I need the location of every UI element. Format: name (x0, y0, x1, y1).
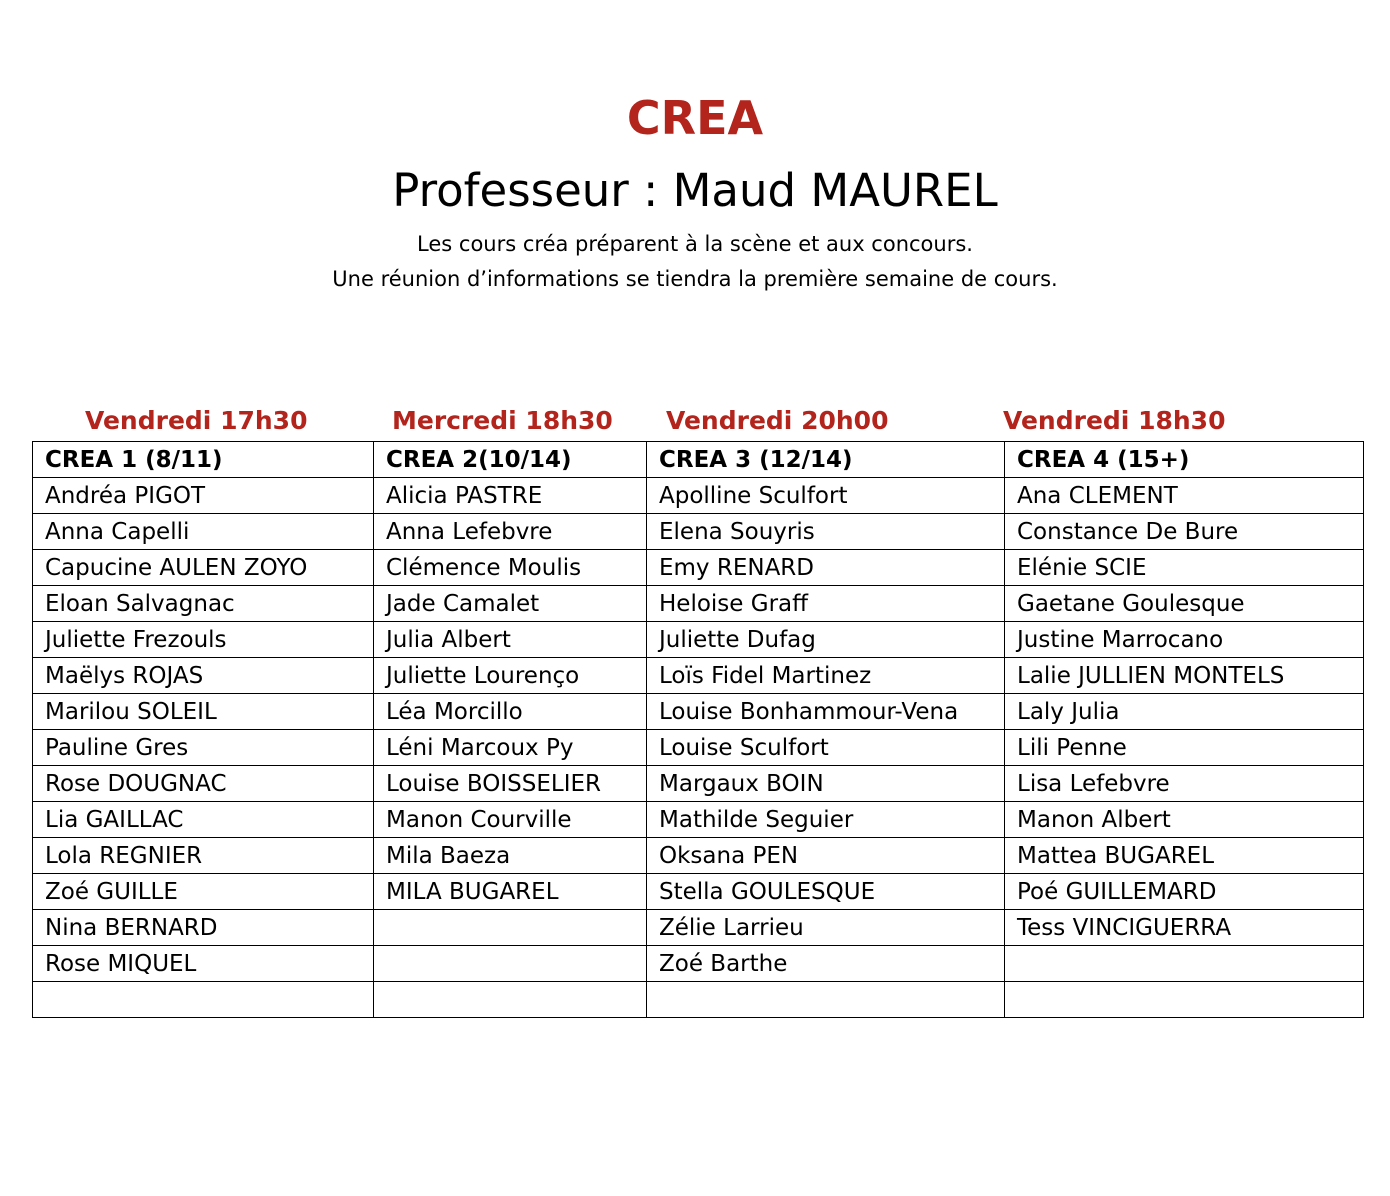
student-cell: Léa Morcillo (374, 694, 647, 730)
student-cell: Zoé Barthe (647, 946, 1005, 982)
student-cell (374, 982, 647, 1018)
student-cell: Clémence Moulis (374, 550, 647, 586)
student-cell: Loïs Fidel Martinez (647, 658, 1005, 694)
table-row (33, 622, 1364, 658)
student-cell (1005, 946, 1364, 982)
student-cell: Elena Souyris (647, 514, 1005, 550)
student-cell (1005, 982, 1364, 1018)
student-cell: Andréa PIGOT (33, 478, 374, 514)
student-cell: Apolline Sculfort (647, 478, 1005, 514)
student-cell: Julia Albert (374, 622, 647, 658)
roster-table (32, 441, 1364, 1018)
student-cell: Rose DOUGNAC (33, 766, 374, 802)
student-cell: Manon Courville (374, 802, 647, 838)
student-cell: Lili Penne (1005, 730, 1364, 766)
table-row (33, 802, 1364, 838)
student-cell: Eloan Salvagnac (33, 586, 374, 622)
student-cell: Poé GUILLEMARD (1005, 874, 1364, 910)
student-cell: Laly Julia (1005, 694, 1364, 730)
student-cell: Heloise Graff (647, 586, 1005, 622)
student-cell (33, 982, 374, 1018)
table-row (33, 730, 1364, 766)
table-row (33, 766, 1364, 802)
student-cell: Anna Lefebvre (374, 514, 647, 550)
student-cell: Alicia PASTRE (374, 478, 647, 514)
student-cell: Maëlys ROJAS (33, 658, 374, 694)
group-header: CREA 3 (12/14) (647, 442, 1005, 478)
student-cell: Gaetane Goulesque (1005, 586, 1364, 622)
group-header: CREA 2(10/14) (374, 442, 647, 478)
schedule-label: Vendredi 18h30 (1003, 406, 1226, 435)
table-row (33, 658, 1364, 694)
intro-line: Les cours créa préparent à la scène et aux concours. (417, 232, 973, 256)
student-cell: Lisa Lefebvre (1005, 766, 1364, 802)
table-row (33, 982, 1364, 1018)
student-cell: Louise Sculfort (647, 730, 1005, 766)
table-row (33, 514, 1364, 550)
student-cell: Marilou SOLEIL (33, 694, 374, 730)
table-row (33, 946, 1364, 982)
student-cell: Tess VINCIGUERRA (1005, 910, 1364, 946)
student-cell: Lia GAILLAC (33, 802, 374, 838)
student-cell (374, 946, 647, 982)
student-cell: Constance De Bure (1005, 514, 1364, 550)
student-cell: Zélie Larrieu (647, 910, 1005, 946)
schedule-label: Mercredi 18h30 (392, 406, 613, 435)
student-cell: Manon Albert (1005, 802, 1364, 838)
table-header-row (33, 442, 1364, 478)
student-cell: Mila Baeza (374, 838, 647, 874)
student-cell: Lalie JULLIEN MONTELS (1005, 658, 1364, 694)
table-row (33, 586, 1364, 622)
group-header: CREA 1 (8/11) (33, 442, 374, 478)
table-row (33, 874, 1364, 910)
student-cell: Elénie SCIE (1005, 550, 1364, 586)
student-cell: Lola REGNIER (33, 838, 374, 874)
intro-line: Une réunion d’informations se tiendra la première semaine de cours. (332, 267, 1058, 291)
student-cell: Margaux BOIN (647, 766, 1005, 802)
student-cell: Jade Camalet (374, 586, 647, 622)
student-cell: Juliette Lourenço (374, 658, 647, 694)
student-cell (647, 982, 1005, 1018)
student-cell: Juliette Frezouls (33, 622, 374, 658)
student-cell: Justine Marrocano (1005, 622, 1364, 658)
student-cell: Louise BOISSELIER (374, 766, 647, 802)
table-row (33, 478, 1364, 514)
table-row (33, 550, 1364, 586)
student-cell: Anna Capelli (33, 514, 374, 550)
student-cell: Mattea BUGAREL (1005, 838, 1364, 874)
student-cell: Rose MIQUEL (33, 946, 374, 982)
student-cell: Ana CLEMENT (1005, 478, 1364, 514)
student-cell: Louise Bonhammour-Vena (647, 694, 1005, 730)
student-cell: Capucine AULEN ZOYO (33, 550, 374, 586)
student-cell: Zoé GUILLE (33, 874, 374, 910)
group-header: CREA 4 (15+) (1005, 442, 1364, 478)
schedule-label: Vendredi 17h30 (85, 406, 308, 435)
student-cell: Stella GOULESQUE (647, 874, 1005, 910)
table-row (33, 694, 1364, 730)
student-cell: MILA BUGAREL (374, 874, 647, 910)
student-cell: Mathilde Seguier (647, 802, 1005, 838)
student-cell (374, 910, 647, 946)
table-row (33, 910, 1364, 946)
teacher-name: Professeur : Maud MAUREL (392, 164, 998, 217)
student-cell: Nina BERNARD (33, 910, 374, 946)
student-cell: Emy RENARD (647, 550, 1005, 586)
student-cell: Léni Marcoux Py (374, 730, 647, 766)
table-row (33, 838, 1364, 874)
page-title: CREA (626, 91, 764, 145)
schedule-label: Vendredi 20h00 (666, 406, 889, 435)
student-cell: Juliette Dufag (647, 622, 1005, 658)
student-cell: Pauline Gres (33, 730, 374, 766)
student-cell: Oksana PEN (647, 838, 1005, 874)
